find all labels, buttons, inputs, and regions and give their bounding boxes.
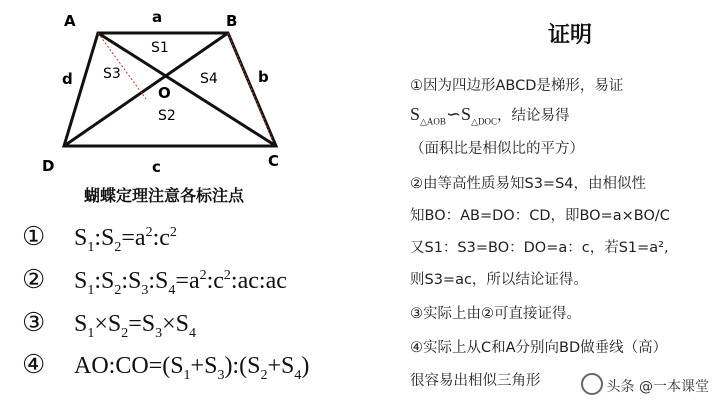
proof-line-1: ①因为四边形ABCD是梯形，易证	[410, 78, 624, 94]
formula-1-number: ①	[22, 222, 46, 251]
proof-line-3: （面积比是相似比的平方）	[410, 141, 584, 157]
butterfly-trapezoid-diagram	[0, 0, 310, 180]
formula-4-text: $AO:CO=(S_1+S_3):(S_2+S_4)$	[74, 353, 310, 383]
vertex-d-label: D	[42, 157, 55, 175]
side-a-label: a	[152, 8, 163, 26]
vertex-b-label: B	[226, 12, 238, 30]
region-s2-label: S2	[158, 108, 176, 124]
similar-right: $S_{\triangle DOC}$	[461, 104, 497, 127]
formula-3-number: ③	[22, 308, 46, 337]
region-s3-label: S3	[103, 66, 121, 82]
formula-3	[22, 308, 196, 342]
diagonal-bd	[64, 33, 228, 146]
region-s1-label: S1	[151, 40, 169, 56]
formula-1-text: $S_1:S_2=a^2:c^2$	[74, 225, 177, 255]
diagram-caption: 蝴蝶定理注意各标注点	[84, 186, 245, 205]
proof-line-7: 则S3=ac，所以结论证得。	[410, 272, 588, 288]
side-d-label: d	[62, 70, 73, 88]
formula-2	[22, 265, 287, 299]
region-s4-label: S4	[200, 71, 218, 87]
proof-title: 证明	[548, 22, 593, 48]
diagonal-ac	[98, 33, 276, 146]
vertex-a-label: A	[64, 12, 76, 30]
watermark	[581, 373, 709, 396]
side-c-label: c	[152, 158, 161, 176]
vertex-o-label: O	[158, 84, 171, 102]
formula-2-number: ②	[22, 265, 46, 294]
formula-2-text: $S_1:S_2:S_3:S_4=a^2:c^2:ac:ac$	[74, 268, 287, 298]
vertex-c-label: C	[268, 152, 280, 170]
formula-1	[22, 222, 177, 256]
proof-line-4: ②由等高性质易知S3=S4，由相似性	[410, 176, 647, 192]
watermark-text: 头条 @一本课堂	[606, 379, 709, 395]
proof-line-10: 很容易出相似三角形	[410, 373, 541, 389]
proof-line-6: 又S1：S3=BO：DO=a：c，若S1=a²,	[410, 240, 669, 256]
formula-4-number: ④	[22, 350, 46, 379]
similar-tail: ，结论易得	[497, 108, 570, 124]
proof-line-9: ④实际上从C和A分别向BD做垂线（高）	[410, 340, 668, 356]
formula-3-text: $S_1\times S_2=S_3\times S_4$	[74, 311, 197, 341]
formula-4	[22, 350, 309, 384]
proof-line-2	[410, 104, 570, 128]
similar-left: $S_{\triangle AOB}$	[410, 104, 446, 127]
side-b-label: b	[258, 68, 269, 86]
proof-line-5: 知BO：AB=DO：CD，即BO=a×BO/C	[410, 208, 670, 224]
proof-line-8: ③实际上由②可直接证得。	[410, 306, 581, 322]
similar-symbol: ∽	[445, 104, 462, 124]
toutiao-logo-icon	[581, 373, 603, 395]
